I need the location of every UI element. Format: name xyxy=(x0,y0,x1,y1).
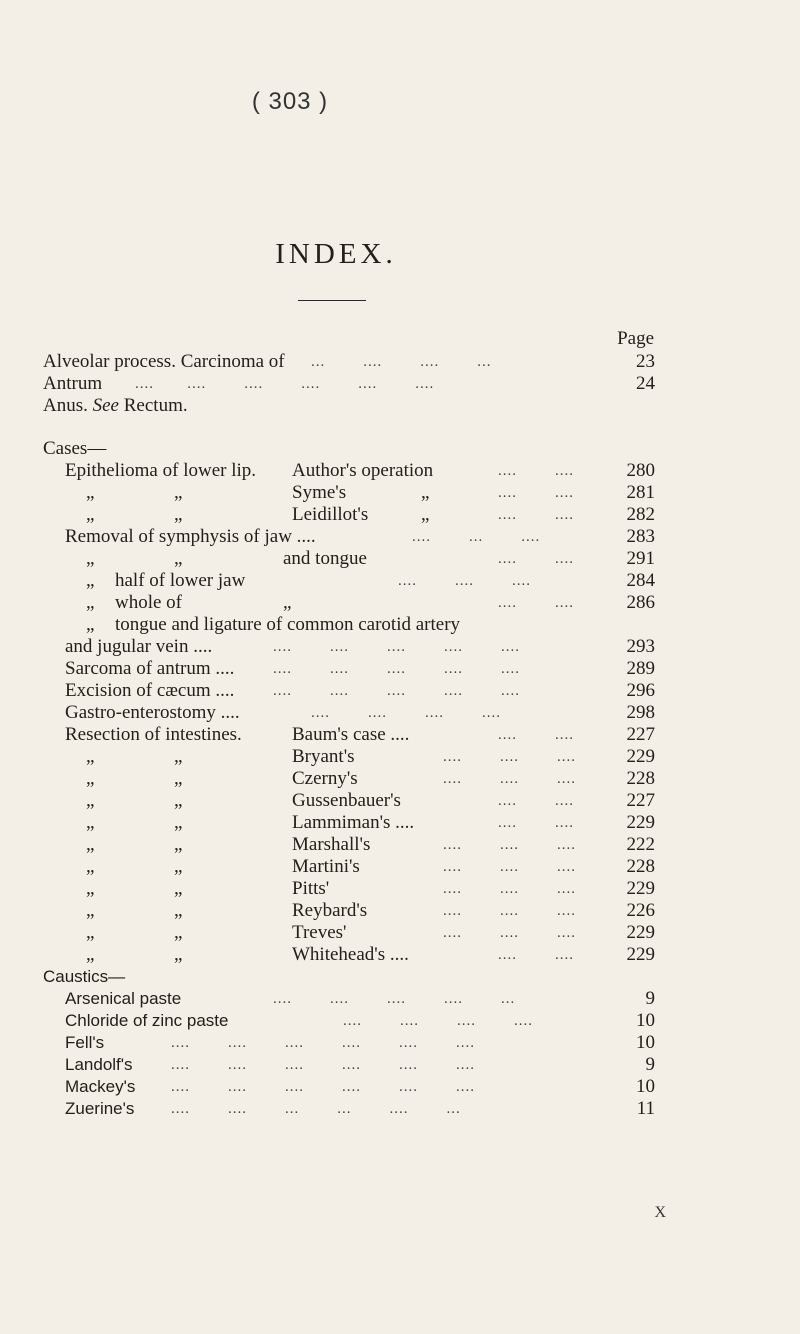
page-ref: 228 xyxy=(626,856,655,877)
list-item: „ „ Reybard's .... .... .... 226 xyxy=(86,900,655,921)
list-item: „ „ Martini's .... .... .... 228 xyxy=(86,856,655,877)
page-ref: 24 xyxy=(636,373,655,394)
page-ref: 229 xyxy=(626,878,655,899)
page-column-header: Page xyxy=(617,328,654,349)
list-item: Fell's .... .... .... .... .... .... 10 xyxy=(65,1032,655,1053)
list-item: „ whole of „ .... .... 286 xyxy=(86,592,655,613)
page-ref: 291 xyxy=(626,548,655,569)
section-heading: Caustics— xyxy=(43,967,126,986)
list-item: Anus. See Rectum. xyxy=(43,395,188,416)
index-title: INDEX. xyxy=(275,238,397,270)
page-ref: 281 xyxy=(626,482,655,503)
list-item: „ „ Marshall's .... .... .... 222 xyxy=(86,834,655,855)
page-ref: 289 xyxy=(626,658,655,679)
list-item: „ „ Leidillot's „ .... .... 282 xyxy=(86,504,655,525)
list-item: „ „ Pitts' .... .... .... 229 xyxy=(86,878,655,899)
list-item: „ „ Lammiman's .... .... .... 229 xyxy=(86,812,655,833)
list-item: Resection of intestines. Baum's case .... .... .... 227 xyxy=(65,724,655,745)
index-entries xyxy=(43,351,655,1120)
page-number: ( 303 ) xyxy=(251,88,329,115)
list-item: „ „ Gussenbauer's .... .... 227 xyxy=(86,790,655,811)
page-ref: 11 xyxy=(636,1098,655,1119)
page-ref: 9 xyxy=(645,1054,655,1075)
list-item: Landolf's .... .... .... .... .... .... 9 xyxy=(65,1054,655,1075)
list-item: „ tongue and ligature of common carotid artery xyxy=(86,614,461,635)
list-item: Antrum .... .... .... .... .... .... 24 xyxy=(43,373,655,394)
list-item: Excision of cæcum .... .... .... .... .... .... 296 xyxy=(65,680,655,701)
list-item: „ „ Whitehead's .... .... .... 229 xyxy=(86,944,655,965)
list-item: „ „ Treves' .... .... .... 229 xyxy=(86,922,655,943)
page-ref: 227 xyxy=(626,724,655,745)
page-ref: 229 xyxy=(626,944,655,965)
page-ref: 283 xyxy=(626,526,655,547)
list-item: Arsenical paste .... .... .... .... ... 9 xyxy=(65,988,655,1009)
page-ref: 23 xyxy=(636,351,655,372)
page-ref: 296 xyxy=(626,680,655,701)
page-ref: 229 xyxy=(626,812,655,833)
list-item: Alveolar process. Carcinoma of ... .... .... ... 23 xyxy=(43,351,655,372)
title-rule xyxy=(298,300,366,301)
page-ref: 226 xyxy=(626,900,655,921)
page-ref: 10 xyxy=(636,1032,655,1053)
page-ref: 298 xyxy=(626,702,655,723)
list-item: Epithelioma of lower lip. Author's operation .... .... 280 xyxy=(65,460,655,481)
list-item: „ „ Czerny's .... .... .... 228 xyxy=(86,768,655,789)
list-item: „ half of lower jaw .... .... .... 284 xyxy=(86,570,655,591)
page-ref: 284 xyxy=(626,570,655,591)
page-ref: 228 xyxy=(626,768,655,789)
list-item: Removal of symphysis of jaw .... .... ... .... 283 xyxy=(65,526,655,547)
list-item: Sarcoma of antrum .... .... .... .... .... .... 289 xyxy=(65,658,655,679)
list-item: Mackey's .... .... .... .... .... .... 10 xyxy=(65,1076,655,1097)
page-ref: 229 xyxy=(626,746,655,767)
page-ref: 227 xyxy=(626,790,655,811)
list-item: Zuerine's .... .... ... ... .... ... 11 xyxy=(65,1098,655,1119)
page-ref: 280 xyxy=(626,460,655,481)
list-item: and jugular vein .... .... .... .... .... .... 293 xyxy=(65,636,655,657)
page-ref: 293 xyxy=(626,636,655,657)
page-ref: 9 xyxy=(645,988,655,1009)
section-heading: Cases— xyxy=(43,438,107,459)
page-ref: 229 xyxy=(626,922,655,943)
page-ref: 222 xyxy=(626,834,655,855)
signature-mark: X xyxy=(654,1204,666,1221)
list-item: „ „ and tongue .... .... 291 xyxy=(86,548,655,569)
page-ref: 286 xyxy=(626,592,655,613)
list-item: „ „ Syme's „ .... .... 281 xyxy=(86,482,655,503)
list-item: „ „ Bryant's .... .... .... 229 xyxy=(86,746,655,767)
page-ref: 282 xyxy=(626,504,655,525)
list-item: Chloride of zinc paste .... .... .... .... 10 xyxy=(65,1010,655,1031)
list-item: Gastro-enterostomy .... .... .... .... .... 298 xyxy=(65,702,655,723)
page-ref: 10 xyxy=(636,1076,655,1097)
page-ref: 10 xyxy=(636,1010,655,1031)
